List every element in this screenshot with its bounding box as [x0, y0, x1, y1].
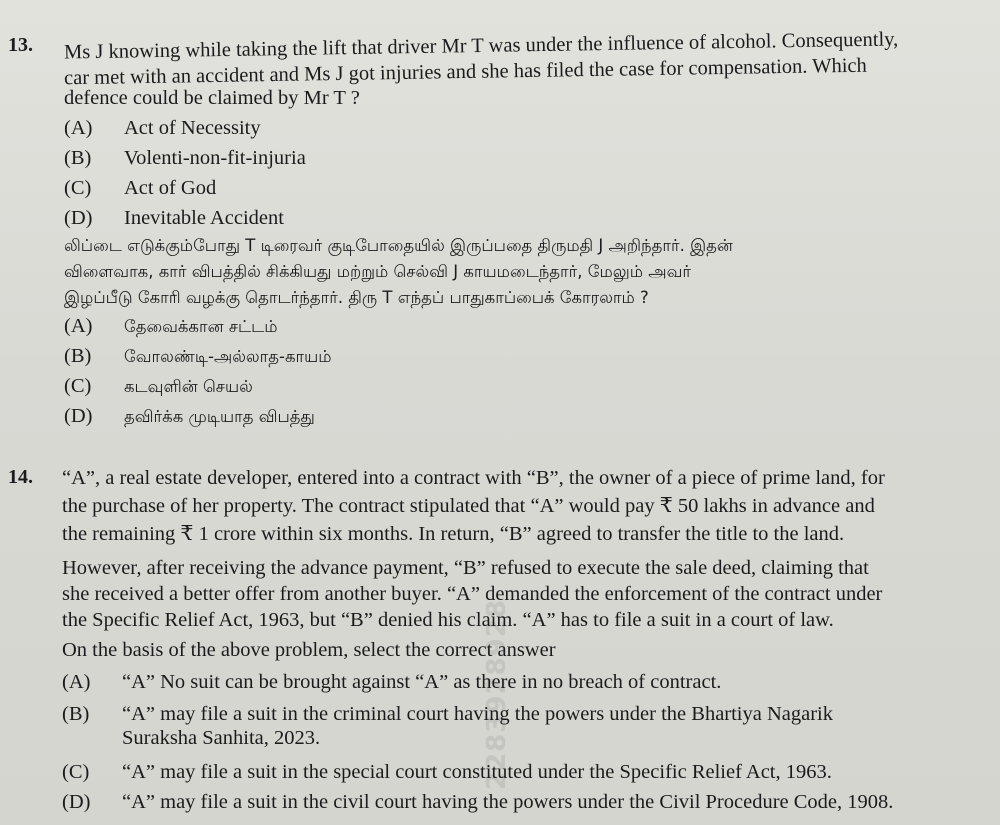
question-text-line: However, after receiving the advance payment, “B” refused to execute the sale deed, claiming that: [62, 557, 869, 579]
option-text: கடவுளின் செயல்: [124, 377, 253, 396]
question-text-line: car met with an accident and Ms J got injuries and she has filed the case for compensation. Which: [63, 54, 867, 90]
option-label: (B): [62, 703, 90, 725]
option-d: [62, 790, 893, 814]
option-text: “A” may file a suit in the civil court having the powers under the Civil Procedure Code, 1908.: [122, 791, 894, 813]
tamil-question-line: விளைவாக, கார் விபத்தில் சிக்கியது மற்றும் செல்வி J காயமடைந்தார், மேலும் அவர்: [64, 262, 692, 281]
question-text-line: the purchase of her property. The contract stipulated that “A” would pay ₹ 50 lakhs in advance and: [62, 495, 875, 517]
option-label: (C): [62, 761, 90, 783]
question-number: 14.: [8, 466, 33, 488]
option-text: Act of Necessity: [124, 117, 261, 139]
question-text-line: On the basis of the above problem, select the correct answer: [62, 639, 556, 661]
tamil-option-c: [64, 374, 253, 399]
option-label: (A): [62, 671, 91, 693]
question-number: 13.: [8, 34, 33, 56]
option-c: [64, 176, 216, 200]
option-b: [64, 146, 306, 170]
option-b-continued: Suraksha Sanhita, 2023.: [122, 727, 321, 749]
option-text: தேவைக்கான சட்டம்: [124, 317, 278, 336]
tamil-option-a: [64, 314, 278, 339]
option-label: (C): [64, 177, 92, 199]
watermark-text: 2283928928: [482, 599, 512, 790]
option-label: (B): [64, 147, 92, 169]
option-text: வோலண்டி-அல்லாத-காயம்: [124, 347, 332, 366]
option-text: Inevitable Accident: [124, 207, 284, 229]
option-label: (D): [62, 791, 91, 813]
option-a: [62, 670, 721, 694]
option-a: [64, 116, 261, 140]
tamil-option-b: [64, 344, 332, 369]
tamil-option-d: [64, 404, 315, 429]
option-label: (A): [64, 117, 93, 139]
option-label: (C): [64, 375, 92, 397]
option-label: (A): [64, 315, 93, 337]
option-text: “A” No suit can be brought against “A” as there in no breach of contract.: [122, 671, 722, 693]
option-d: [64, 206, 284, 230]
tamil-question-line: இழப்பீடு கோரி வழக்கு தொடர்ந்தார். திரு T எந்தப் பாதுகாப்பைக் கோரலாம் ?: [64, 288, 649, 307]
option-b: [62, 702, 833, 726]
question-text-line: the remaining ₹ 1 crore within six months. In return, “B” agreed to transfer the title to the land.: [62, 523, 845, 545]
option-text: Volenti-non-fit-injuria: [124, 147, 306, 169]
option-text: தவிர்க்க முடியாத விபத்து: [124, 407, 315, 426]
question-text-line: defence could be claimed by Mr T ?: [64, 87, 360, 109]
option-label: (D): [64, 207, 93, 229]
option-label: (D): [64, 405, 93, 427]
question-text-line: she received a better offer from another buyer. “A” demanded the enforcement of the contract under: [62, 583, 883, 605]
option-c: [62, 760, 832, 784]
option-text: “A” may file a suit in the criminal court having the powers under the Bhartiya Nagarik: [122, 703, 834, 725]
question-text-line: Ms J knowing while taking the lift that driver Mr T was under the influence of alcohol. Consequently,: [63, 28, 899, 64]
option-text: Act of God: [124, 177, 217, 199]
question-text-line: the Specific Relief Act, 1963, but “B” denied his claim. “A” has to file a suit in a court of law.: [62, 609, 834, 631]
tamil-question-line: லிப்டை எடுக்கும்போது T டிரைவர் குடிபோதையில் இருப்பதை திருமதி J அறிந்தார். இதன்: [64, 236, 733, 255]
question-text-line: “A”, a real estate developer, entered into a contract with “B”, the owner of a piece of prime land, for: [62, 467, 885, 489]
option-label: (B): [64, 345, 92, 367]
option-text: “A” may file a suit in the special court constituted under the Specific Relief Act, 1963.: [122, 761, 832, 783]
